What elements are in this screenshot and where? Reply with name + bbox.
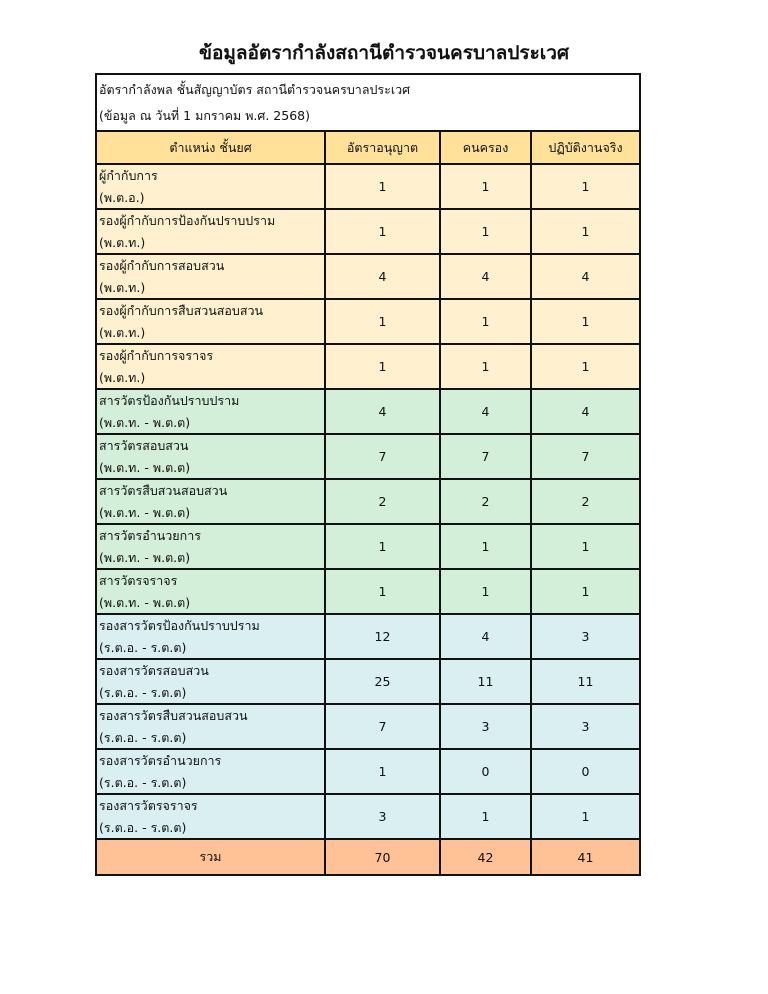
header-occupied: คนครอง — [440, 131, 531, 164]
position-title: สารวัตรสอบสวน — [99, 438, 189, 453]
occupied-cell: 1 — [440, 299, 531, 344]
actual-cell: 3 — [531, 704, 640, 749]
position-rank: (พ.ต.ท.) — [99, 234, 146, 250]
table-row — [96, 389, 640, 434]
position-title: รองผู้กำกับการจราจร — [99, 348, 214, 363]
position-title: รองสารวัตรป้องกันปราบปราม — [99, 618, 260, 633]
position-title: รองผู้กำกับการสอบสวน — [99, 258, 225, 273]
position-cell — [96, 479, 325, 524]
occupied-cell: 11 — [440, 659, 531, 704]
position-title: รองผู้กำกับการป้องกันปราบปราม — [99, 213, 276, 228]
position-rank: (พ.ต.ท. - พ.ต.ต) — [99, 594, 191, 610]
table-row — [96, 344, 640, 389]
table-row — [96, 434, 640, 479]
table-caption — [96, 74, 640, 131]
position-rank: (พ.ต.ท.) — [99, 279, 146, 295]
position-cell — [96, 209, 325, 254]
table-row — [96, 704, 640, 749]
table-row — [96, 524, 640, 569]
table-row — [96, 254, 640, 299]
actual-cell: 4 — [531, 254, 640, 299]
actual-cell: 2 — [531, 479, 640, 524]
position-title: สารวัตรอำนวยการ — [99, 528, 201, 543]
authorized-cell: 4 — [325, 254, 440, 299]
position-cell — [96, 704, 325, 749]
position-cell — [96, 434, 325, 479]
position-cell — [96, 659, 325, 704]
authorized-cell: 25 — [325, 659, 440, 704]
position-cell — [96, 254, 325, 299]
position-cell — [96, 569, 325, 614]
actual-cell: 0 — [531, 749, 640, 794]
position-title: รองสารวัตรสืบสวนสอบสวน — [99, 708, 248, 723]
occupied-cell: 0 — [440, 749, 531, 794]
authorized-cell: 2 — [325, 479, 440, 524]
occupied-cell: 1 — [440, 524, 531, 569]
occupied-cell: 1 — [440, 209, 531, 254]
authorized-cell: 1 — [325, 524, 440, 569]
position-rank: (ร.ต.อ. - ร.ต.ต) — [99, 684, 187, 700]
position-title: สารวัตรสืบสวนสอบสวน — [99, 483, 228, 498]
position-title: สารวัตรจราจร — [99, 573, 178, 588]
position-rank: (พ.ต.ท. - พ.ต.ต) — [99, 549, 191, 565]
authorized-cell: 7 — [325, 704, 440, 749]
table-row — [96, 749, 640, 794]
authorized-cell: 1 — [325, 749, 440, 794]
table-header-row — [96, 131, 640, 164]
position-rank: (พ.ต.ท.) — [99, 324, 146, 340]
position-title: รองผู้กำกับการสืบสวนสอบสวน — [99, 303, 264, 318]
position-title: รองสารวัตรสอบสวน — [99, 663, 209, 678]
occupied-cell: 1 — [440, 569, 531, 614]
position-rank: (พ.ต.อ.) — [99, 189, 145, 205]
authorized-cell: 1 — [325, 569, 440, 614]
position-rank: (พ.ต.ท.) — [99, 369, 146, 385]
position-cell — [96, 614, 325, 659]
occupied-cell: 4 — [440, 254, 531, 299]
position-cell — [96, 389, 325, 434]
occupied-cell: 4 — [440, 614, 531, 659]
header-actual: ปฏิบัติงานจริง — [531, 131, 640, 164]
occupied-cell: 4 — [440, 389, 531, 434]
position-rank: (ร.ต.อ. - ร.ต.ต) — [99, 819, 187, 835]
page-title: ข้อมูลอัตรากำลังสถานีตำรวจนครบาลประเวศ — [198, 42, 570, 64]
authorized-cell: 3 — [325, 794, 440, 839]
staffing-table — [95, 73, 641, 876]
caption-line-2: (ข้อมูล ณ วันที่ 1 มกราคม พ.ศ. 2568) — [99, 108, 310, 123]
actual-cell: 1 — [531, 299, 640, 344]
occupied-cell: 1 — [440, 794, 531, 839]
position-cell — [96, 344, 325, 389]
position-rank: (ร.ต.อ. - ร.ต.ต) — [99, 729, 187, 745]
header-authorized: อัตราอนุญาต — [325, 131, 440, 164]
total-row — [96, 839, 640, 875]
total-actual: 41 — [531, 839, 640, 875]
table-row — [96, 299, 640, 344]
position-title: สารวัตรป้องกันปราบปราม — [99, 393, 240, 408]
total-occupied: 42 — [440, 839, 531, 875]
authorized-cell: 1 — [325, 344, 440, 389]
authorized-cell: 1 — [325, 164, 440, 209]
actual-cell: 1 — [531, 524, 640, 569]
position-cell — [96, 299, 325, 344]
table-row — [96, 614, 640, 659]
authorized-cell: 12 — [325, 614, 440, 659]
position-rank: (พ.ต.ท. - พ.ต.ต) — [99, 459, 191, 475]
authorized-cell: 4 — [325, 389, 440, 434]
position-title: รองสารวัตรอำนวยการ — [99, 753, 222, 768]
actual-cell: 1 — [531, 794, 640, 839]
table-row — [96, 794, 640, 839]
position-cell — [96, 749, 325, 794]
table-row — [96, 569, 640, 614]
position-rank: (ร.ต.อ. - ร.ต.ต) — [99, 774, 187, 790]
position-cell — [96, 794, 325, 839]
position-cell — [96, 164, 325, 209]
table-caption-row — [96, 74, 640, 131]
authorized-cell: 7 — [325, 434, 440, 479]
authorized-cell: 1 — [325, 209, 440, 254]
table-row — [96, 164, 640, 209]
actual-cell: 1 — [531, 209, 640, 254]
position-rank: (พ.ต.ท. - พ.ต.ต) — [99, 504, 191, 520]
occupied-cell: 1 — [440, 164, 531, 209]
table-row — [96, 209, 640, 254]
actual-cell: 1 — [531, 344, 640, 389]
header-position-rank: ตำแหน่ง ชั้นยศ — [96, 131, 325, 164]
occupied-cell: 2 — [440, 479, 531, 524]
position-title: รองสารวัตรจราจร — [99, 798, 198, 813]
position-title: ผู้กำกับการ — [99, 168, 158, 183]
actual-cell: 4 — [531, 389, 640, 434]
actual-cell: 3 — [531, 614, 640, 659]
authorized-cell: 1 — [325, 299, 440, 344]
caption-line-1: อัตรากำลังพล ชั้นสัญญาบัตร สถานีตำรวจนครบาลประเวศ — [99, 82, 411, 97]
actual-cell: 1 — [531, 164, 640, 209]
occupied-cell: 3 — [440, 704, 531, 749]
position-rank: (พ.ต.ท. - พ.ต.ต) — [99, 414, 191, 430]
table-row — [96, 479, 640, 524]
position-rank: (ร.ต.อ. - ร.ต.ต) — [99, 639, 187, 655]
actual-cell: 11 — [531, 659, 640, 704]
total-authorized: 70 — [325, 839, 440, 875]
occupied-cell: 1 — [440, 344, 531, 389]
occupied-cell: 7 — [440, 434, 531, 479]
actual-cell: 1 — [531, 569, 640, 614]
table-row — [96, 659, 640, 704]
actual-cell: 7 — [531, 434, 640, 479]
total-label: รวม — [96, 839, 325, 875]
position-cell — [96, 524, 325, 569]
